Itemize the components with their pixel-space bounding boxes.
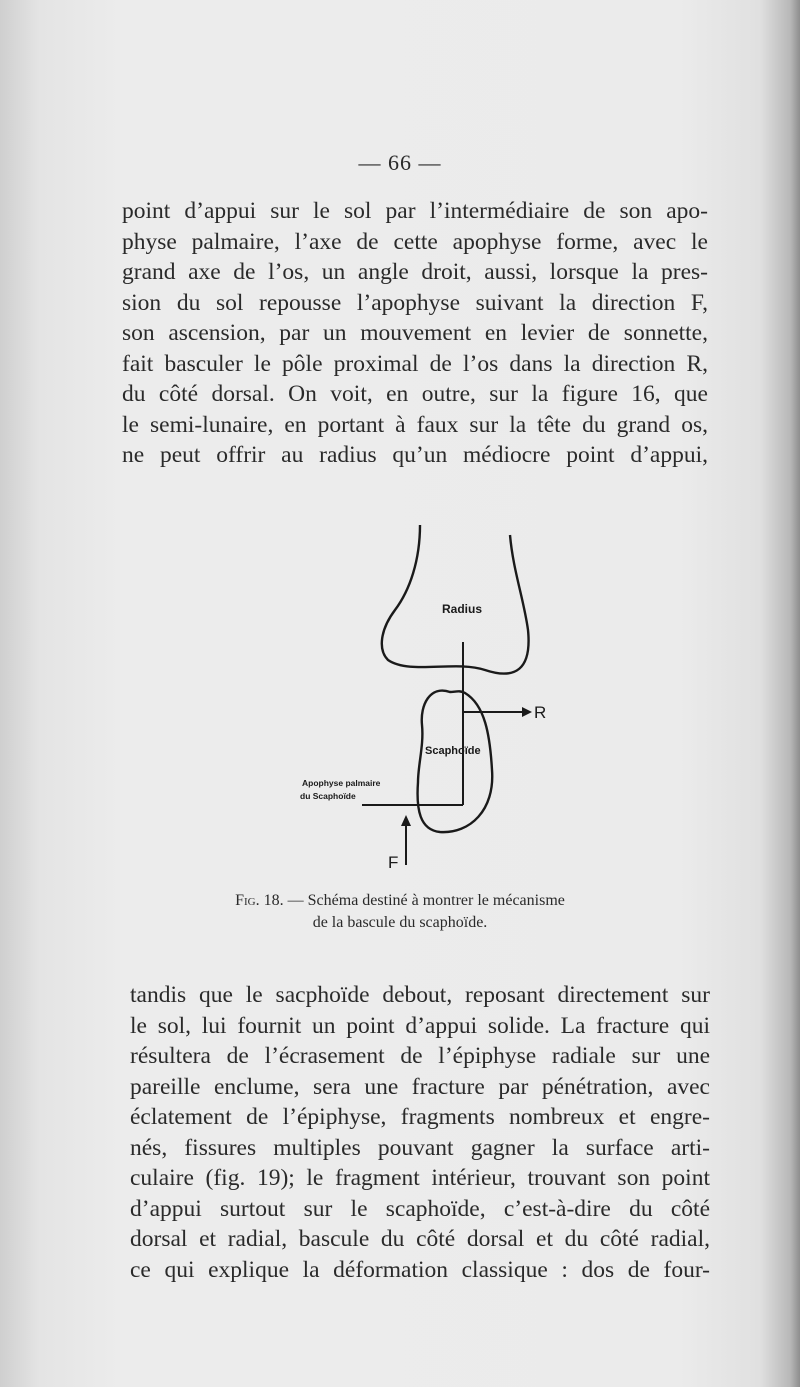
- text-line: sion du sol repousse l’apophyse suivant la direction F,: [122, 289, 708, 316]
- text-line: fait basculer le pôle proximal de l’os dans la direction R,: [122, 350, 708, 377]
- radius-label: Radius: [442, 602, 483, 616]
- caption-text-1: — Schéma destiné à montrer le mécanisme: [287, 892, 565, 909]
- text-line: grand axe de l’os, un angle droit, aussi, lorsque la pres-: [122, 259, 708, 285]
- apophyse-label-line1: Apophyse palmaire: [302, 778, 381, 788]
- text-line: le sol, lui fournit un point d’appui solide. La fracture qui: [130, 1012, 710, 1039]
- text-line: dorsal et radial, bascule du côté dorsal et du côté radial,: [130, 1226, 710, 1252]
- text-line: ne peut offrir au radius qu’un médiocre point d’appui,: [122, 442, 708, 468]
- text-line: tandis que le sacphoïde debout, reposant directement sur: [130, 982, 710, 1008]
- figure-18-schematic: [270, 520, 570, 880]
- caption-figure-label: Fig. 18.: [235, 892, 284, 909]
- text-line: nés, fissures multiples pouvant gagner la surface arti-: [130, 1134, 710, 1161]
- text-line: ce qui explique la déformation classique : dos de four-: [130, 1256, 710, 1283]
- r-label: R: [534, 703, 547, 722]
- text-line: du côté dorsal. On voit, en outre, sur la figure 16, que: [122, 381, 708, 407]
- apophyse-label-line2: du Scaphoïde: [300, 791, 356, 801]
- figure-caption: [0, 890, 800, 934]
- text-line: physe palmaire, l’axe de cette apophyse forme, avec le: [122, 228, 708, 255]
- text-line: d’appui surtout sur le scaphoïde, c’est-à-dire du côté: [130, 1195, 710, 1222]
- text-line: culaire (fig. 19); le fragment intérieur, trouvant son point: [130, 1165, 710, 1191]
- page-number: — 66 —: [358, 150, 442, 175]
- arrow-f-head: [401, 815, 411, 826]
- text-line: pareille enclume, sera une fracture par pénétration, avec: [130, 1073, 710, 1100]
- text-line: le semi-lunaire, en portant à faux sur la tête du grand os,: [122, 411, 708, 438]
- caption-text-2: de la bascule du scaphoïde.: [312, 914, 488, 931]
- scaphoide-label: Scaphoïde: [425, 745, 481, 757]
- radius-outline: [382, 525, 529, 674]
- lower-paragraph: [130, 980, 710, 1285]
- text-line: point d’appui sur le sol par l’intermédiaire de son apo-: [122, 198, 708, 224]
- scaphoid-diagram: [270, 520, 570, 880]
- text-line: éclatement de l’épiphyse, fragments nombreux et engre-: [130, 1104, 710, 1130]
- text-line: résultera de l’écrasement de l’épiphyse radiale sur une: [130, 1043, 710, 1069]
- upper-paragraph: [122, 196, 708, 471]
- text-line: son ascension, par un mouvement en levier de sonnette,: [122, 320, 708, 346]
- arrow-r-head: [522, 707, 532, 717]
- f-label: F: [388, 853, 399, 872]
- caption-line-1: [0, 890, 800, 912]
